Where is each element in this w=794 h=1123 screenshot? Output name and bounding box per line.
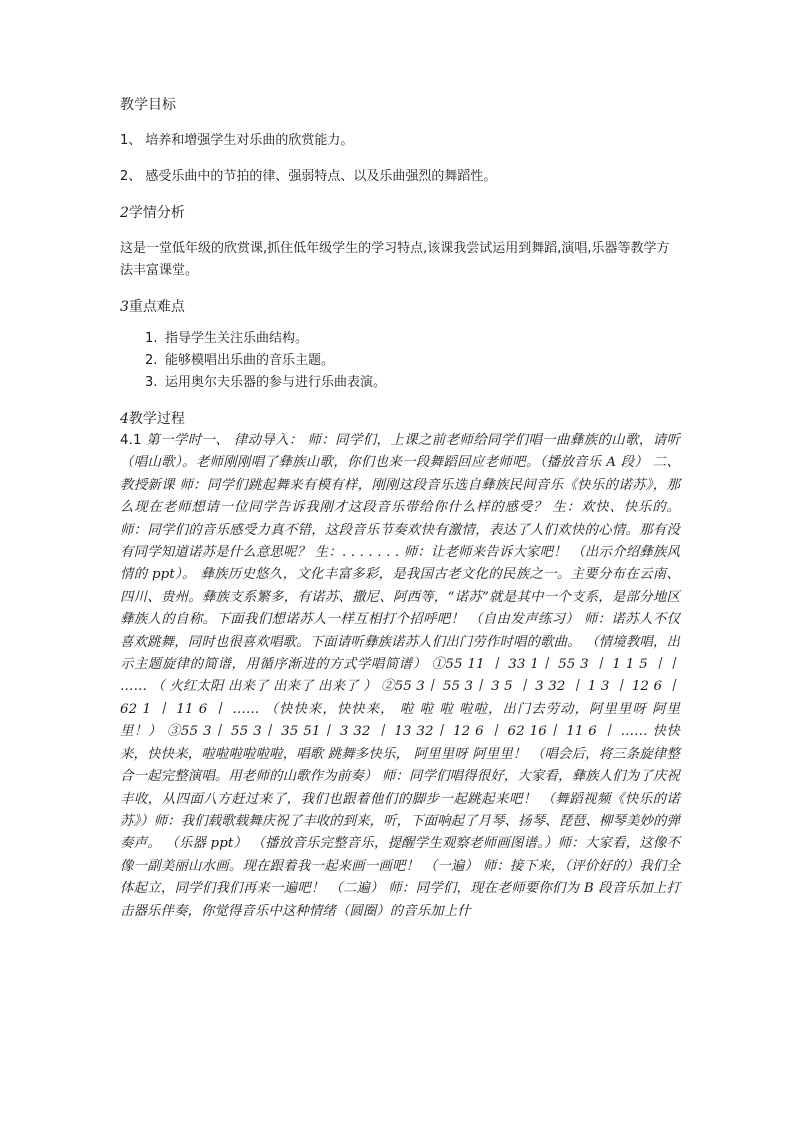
- goal-item-2: 2、 感受乐曲中的节拍的律、强弱特点、以及乐曲强烈的舞蹈性。: [120, 169, 497, 184]
- process-paragraph: [120, 430, 680, 923]
- list-item: 2. 能够模唱出乐曲的音乐主题。: [145, 353, 335, 368]
- analysis-paragraph: 这是一堂低年级的欣赏课,抓住低年级学生的学习特点,该课我尝试运用到舞蹈,演唱,乐器等教学方法丰富课堂。: [120, 241, 670, 278]
- section-heading-process: [120, 408, 680, 430]
- section-number: 3: [120, 299, 129, 315]
- section-heading-keypoints: [120, 296, 680, 318]
- document-title: 教学目标: [120, 97, 176, 113]
- section-title: 教学过程: [128, 411, 185, 427]
- section-number: 2: [120, 205, 129, 221]
- key-points-list: [120, 328, 680, 394]
- document-content: [120, 94, 680, 923]
- section-heading-analysis: [120, 202, 680, 224]
- process-text: 第一学时一、 律动导入： 师：同学们，上课之前老师给同学们唱一曲彝族的山歌，请听（唱山歌）。老师刚刚唱了彝族山歌，你们也来一段舞蹈回应老师吧。（播放音乐 A 段） 二、教授新课 师：同学们跳起舞来有模有样，刚刚这段音乐选自彝族民间音乐《快乐的诺苏》，那么现在老师想请一位同学告诉我刚才这段音乐带给你什么样的感受？ 生：欢快、快乐的。 师：同学们的音乐感受力真不错，这段音乐节奏欢快有激情，表达了人们欢快的心情。那有没有同学知道诺苏是什么意思呢？ 生：. . . . . . . 师：让老师来告诉大家吧！ （出示介绍彝族风情的 ppt）。 彝族历史悠久，文化丰富多彩，是我国古老文化的民族之一。主要分布在云南、四川、贵州。彝族支系繁多，有诺苏、撒尼、阿西等，“诺苏”就是其中一个支系，是部分地区彝族人的自称。下面我们想诺苏人一样互相打个招呼吧！ （自由发声练习） 师：诺苏人不仅喜欢跳舞，同时也很喜欢唱歌。下面请听彝族诺苏人们出门劳作时唱的歌曲。 （情境教唱，出示主题旋律的简谱，用循序渐进的方式学唱简谱） ①55 11 丨 33 1丨 55 3 丨 1 1 5 丨丨 …… （ 火红太阳 出来了 出来了 出来了 ） ②55 3丨 55 3丨 3 5 丨 3 32 丨 1 3 丨 12 6 丨 62 1 丨 11 6 丨 …… （快快来，快快来， 啦 啦 啦 啦啦，出门去劳动，阿里里呀 阿里里！） ③55 3丨 55 3丨 35 51丨 3 32 丨 13 32丨 12 6 丨 62 16丨 11 6 丨 …… 快快来，快快来，啦啦啦啦啦啦，唱歌 跳舞多快乐， 阿里里呀 阿里里！ （唱会后，将三条旋律整合一起完整演唱。用老师的山歌作为前奏） 师：同学们唱得很好，大家看，彝族人们为了庆祝丰收，从四面八方赶过来了，我们也跟着他们的脚步一起跳起来吧！ （舞蹈视频《快乐的诺苏》）师：我们载歌载舞庆祝了丰收的到来，听，下面响起了月琴、扬琴、琵琶、柳琴美妙的弹奏声。 （乐器 ppt） （播放音乐完整音乐，提醒学生观察老师画图谱。）师：大家看，这像不像一副美丽山水画。现在跟着我一起来画一画吧！ （一遍） 师：接下来，（评价好的）我们全体起立，同学们我们再来一遍吧！ （二遍） 师：同学们，现在老师要你们为 B 段音乐加上打击器乐伴奏，你觉得音乐中这种情绪（圆圈）的音乐加上什: [120, 433, 681, 919]
- list-item: 3. 运用奥尔夫乐器的参与进行乐曲表演。: [145, 375, 387, 390]
- section-title: 重点难点: [128, 299, 185, 315]
- section-number: 4: [120, 411, 129, 427]
- list-item: 1. 指导学生关注乐曲结构。: [145, 331, 309, 346]
- section-title: 学情分析: [128, 205, 185, 221]
- process-subnumber: 4.1: [120, 433, 142, 448]
- goal-item-1: 1、 培养和增强学生对乐曲的欣赏能力。: [120, 133, 354, 148]
